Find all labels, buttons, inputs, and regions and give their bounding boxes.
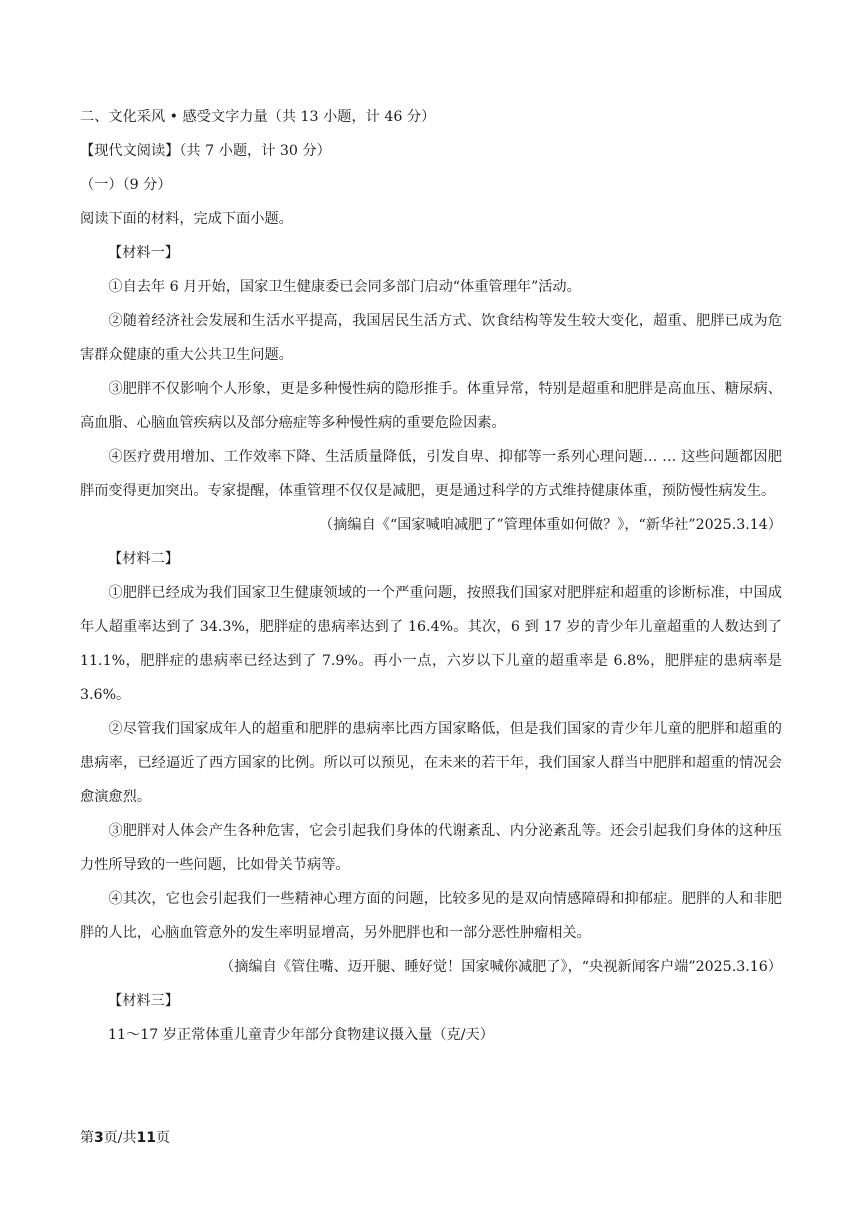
reading-instruction: 阅读下面的材料，完成下面小题。: [80, 211, 293, 227]
material1-paragraph-4: ④医疗费用增加、工作效率下降、生活质量降低，引发自卑、抑郁等一系列心理问题… … 这些问题都因肥胖而变得更加突出。专家提醒，体重管理不仅仅是减肥，更是通过科学的方式维持健康体重，预防慢性病发生。: [80, 449, 782, 499]
page-footer: [80, 1124, 170, 1152]
material2-paragraph-4: ④其次，它也会引起我们一些精神心理方面的问题，比较多见的是双向情感障碍和抑郁症。肥胖的人和非肥胖的人比，心脑血管意外的发生率明显增高，另外肥胖也和一部分恶性肿瘤相关。: [80, 891, 782, 941]
material2-source: （摘编自《管住嘴、迈开腿、睡好觉！国家喊你减肥了》，“央视新闻客户端”2025.3.16）: [220, 959, 782, 975]
material2-paragraph-1: ①肥胖已经成为我们国家卫生健康领域的一个严重问题，按照我们国家对肥胖症和超重的诊断标准，中国成年人超重率达到了 34.3%，肥胖症的患病率达到了 16.4%。其次，6 到 17 岁的青少年儿童超重的人数达到了 11.1%，肥胖症的患病率已经达到了 7.9%。再小一点，六岁以下儿童的超重率是 6.8%，肥胖症的患病率是 3.6%。: [80, 585, 782, 703]
footer-prefix: 第: [80, 1130, 94, 1146]
subsection-heading: 【现代文阅读】（共 7 小题，计 30 分）: [80, 143, 331, 159]
table-title: 11～17 岁正常体重儿童青少年部分食物建议摄入量（克/天）: [108, 1027, 494, 1043]
material-label-3: 【材料三】: [108, 993, 179, 1009]
material-label-2: 【材料二】: [108, 551, 179, 567]
part-heading: （一）（9 分）: [80, 177, 172, 193]
footer-page-number: 3: [94, 1130, 104, 1146]
footer-middle: 页/共: [103, 1130, 137, 1146]
material1-paragraph-2: ②随着经济社会发展和生活水平提高，我国居民生活方式、饮食结构等发生较大变化，超重、肥胖已成为危害群众健康的重大公共卫生问题。: [80, 313, 782, 363]
material1-source: （摘编自《“国家喊咱减肥了”管理体重如何做？》，“新华社”2025.3.14）: [319, 517, 782, 533]
material-label-1: 【材料一】: [108, 245, 179, 261]
footer-total-pages: 11: [136, 1130, 156, 1146]
material1-paragraph-1: ①自去年 6 月开始，国家卫生健康委已会同多部门启动“体重管理年”活动。: [108, 279, 581, 295]
material1-paragraph-3: ③肥胖不仅影响个人形象，更是多种慢性病的隐形推手。体重异常，特别是超重和肥胖是高血压、糖尿病、高血脂、心脑血管疾病以及部分癌症等多种慢性病的重要危险因素。: [80, 381, 782, 431]
material2-paragraph-3: ③肥胖对人体会产生各种危害，它会引起我们身体的代谢紊乱、内分泌紊乱等。还会引起我们身体的这种压力性所导致的一些问题，比如骨关节病等。: [80, 823, 782, 873]
section-heading: 二、文化采风 • 感受文字力量（共 13 小题，计 46 分）: [80, 109, 436, 125]
footer-suffix: 页: [155, 1130, 170, 1146]
material2-paragraph-2: ②尽管我们国家成年人的超重和肥胖的患病率比西方国家略低，但是我们国家的青少年儿童的肥胖和超重的患病率，已经逼近了西方国家的比例。所以可以预见，在未来的若干年，我们国家人群当中肥胖和超重的情况会愈演愈烈。: [80, 721, 782, 805]
page-content: [80, 100, 782, 1052]
